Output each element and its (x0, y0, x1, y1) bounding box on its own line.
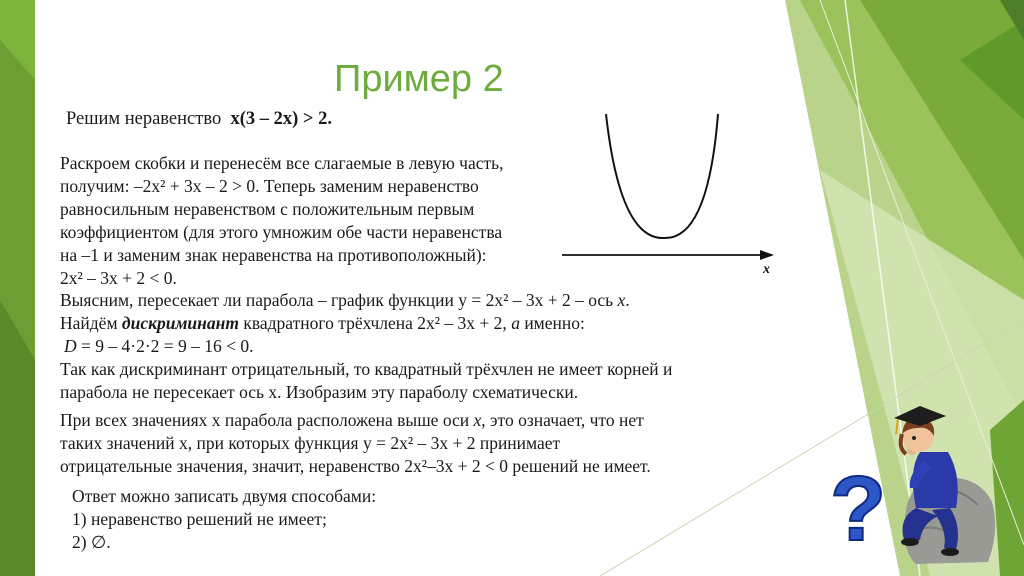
para1-line: равносильным неравенством с положительным первым (60, 199, 475, 219)
d-var: D (64, 336, 77, 356)
parabola-curve (606, 114, 718, 238)
para2-line3 (64, 335, 254, 357)
para2-line4: Так как дискриминант отрицательный, то квадратный трёхчлен не имеет корней и (60, 359, 673, 379)
discriminant-term: дискриминант (121, 313, 239, 333)
x-axis-label: x (763, 262, 770, 277)
intro-label: Решим неравенство (66, 109, 222, 129)
para2-text: Найдём (60, 313, 122, 333)
para2-line2 (60, 312, 585, 334)
para3-line2: таких значений x, при которых функция y = 2x² – 3x + 2 принимает (60, 433, 561, 453)
discriminant-calc: = 9 – 4·2·2 = 9 – 16 < 0. (76, 336, 254, 356)
para3-text: , это означает, что нет (481, 410, 644, 430)
axis-var: x (473, 410, 482, 430)
intro-line (66, 108, 332, 130)
thinking-student-illustration (828, 390, 1008, 570)
para3-text: При всех значениях x парабола расположена выше оси (60, 410, 474, 430)
para2-text: именно: (519, 313, 585, 333)
para2-line5: парабола не пересекает ось x. Изобразим эту параболу схематически. (60, 382, 579, 402)
para2-text: Выясним, пересекает ли парабола – график функции y = 2x² – 3x + 2 – ось (60, 290, 618, 310)
para1-line: 2x² – 3x + 2 < 0. (60, 268, 177, 288)
answer-line: Ответ можно записать двумя способами: (72, 486, 377, 506)
para1-line: Раскроем скобки и перенесём все слагаемые в левую часть, (60, 153, 504, 173)
intro-inequality: x(3 – 2x) > 2. (230, 109, 332, 129)
para3-line3: отрицательные значения, значит, неравенство 2x²–3x + 2 < 0 решений не имеет. (60, 456, 651, 476)
x-axis-arrow-icon (760, 250, 774, 260)
a-var: a (511, 313, 520, 333)
parabola-graph (560, 110, 780, 280)
para2-text: квадратного трёхчлена 2x² – 3x + 2, (238, 313, 512, 333)
axis-var: x (617, 290, 626, 310)
answer-line: 2) ∅. (72, 532, 111, 552)
para2-line1 (60, 289, 630, 311)
para1-line: коэффициентом (для этого умножим обе части неравенства (60, 222, 503, 242)
answer-line: 1) неравенство решений не имеет; (72, 509, 327, 529)
para2-text: . (625, 290, 630, 310)
slide-title: Пример 2 (334, 58, 504, 100)
para1-line: на –1 и заменим знак неравенства на противоположный): (60, 245, 487, 265)
para3-line1 (60, 409, 644, 431)
question-mark-icon: ? (830, 458, 887, 560)
para1-line: получим: –2x² + 3x – 2 > 0. Теперь заменим неравенство (60, 176, 479, 196)
